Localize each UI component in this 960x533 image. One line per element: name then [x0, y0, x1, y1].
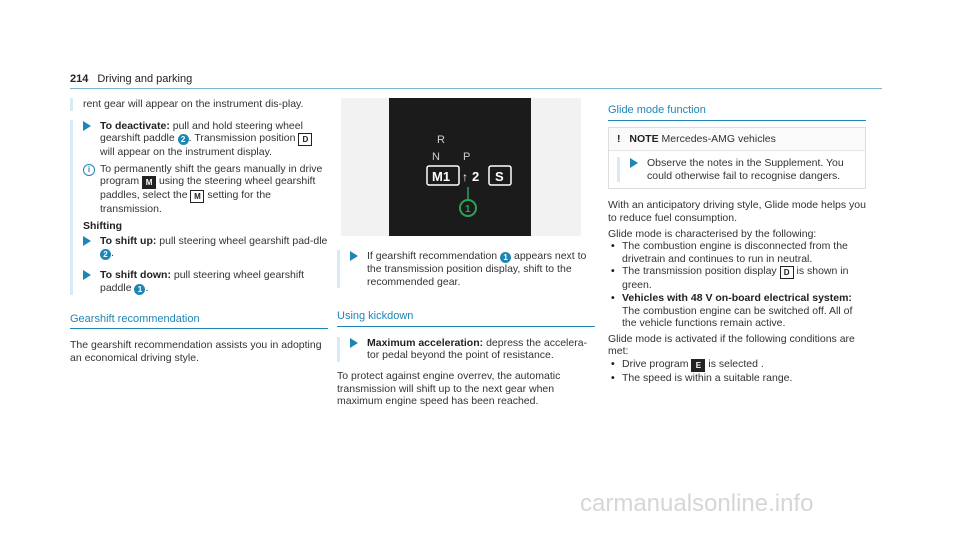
recommendation-block — [337, 250, 595, 288]
note-text: Observe the notes in the Supplement. You could otherwise fail to recognise dangers. — [647, 157, 844, 182]
position-d-symbol: D — [780, 266, 794, 279]
note-body — [609, 151, 865, 188]
shift-up-text: pull steering wheel gearshift pad-dle — [159, 234, 328, 247]
recommendation-step — [350, 250, 595, 288]
shift-down-step: To shift down: pull steering wheel gearshift paddle 1 . — [83, 269, 328, 295]
note-step — [630, 157, 857, 182]
drive-program-e-symbol: E — [691, 359, 705, 372]
display-mode: S — [495, 169, 504, 184]
page-header — [70, 73, 192, 86]
rec-text-b: appears next to the transmission position display, shift to the recommended gear. — [367, 250, 587, 288]
shift-up-step: To shift up: pull steering wheel gearshift pad-dle 2 . — [83, 235, 328, 261]
list-item — [608, 265, 866, 292]
rec-text-a: If gearshift recommendation — [367, 250, 498, 262]
deactivate-text-a: pull and hold steering wheel gearshift paddle — [100, 119, 303, 145]
bullet-1-text: The combustion engine is disconnected from the drivetrain and continues to run in neutral. — [622, 240, 848, 265]
max-accel-label: Maximum acceleration: — [367, 336, 484, 349]
intro-text: rent gear will appear on the instrument dis-play. — [83, 98, 304, 110]
shift-down-text: pull steering wheel gearshift paddle — [100, 269, 305, 294]
page-number: 214 — [70, 73, 89, 85]
section-title-gearshift: Gearshift recommendation — [70, 313, 328, 330]
bullet-4-text-b: is selected . — [708, 357, 764, 370]
deactivate-block — [70, 120, 328, 295]
callout-1-badge: 1 — [134, 284, 145, 295]
up-arrow-icon: ↑ — [462, 170, 468, 184]
display-panel — [389, 98, 531, 236]
glide-para-3: Glide mode is activated if the following conditions are met: — [608, 332, 855, 358]
note-header — [609, 128, 865, 152]
deactivate-text-b: Transmission position — [194, 132, 296, 145]
deactivate-label: To deactivate: — [100, 119, 170, 132]
display-n: N — [432, 151, 440, 163]
display-callout: 1 — [465, 204, 471, 215]
bullet-3-text: The combustion engine can be switched off. All of the vehicle functions remain active. — [622, 304, 853, 330]
shifting-heading: Shifting — [83, 219, 123, 232]
section-title-glide: Glide mode function — [608, 104, 866, 121]
chapter-title: Driving and parking — [97, 73, 193, 85]
step-arrow-icon — [350, 251, 358, 261]
drive-program-m-symbol: M — [142, 176, 156, 189]
display-p: P — [463, 151, 471, 163]
bullet-2-text-b: is shown in green. — [622, 265, 849, 292]
callout-2-badge: 2 — [178, 134, 189, 145]
perm-text-a: To permanently shift the gears manually in drive program — [100, 162, 323, 188]
perm-text-c: setting for the transmission. — [100, 189, 272, 216]
instrument-display-image — [341, 98, 581, 236]
callout-2-badge: 2 — [100, 249, 111, 260]
gearshift-text: The gearshift recommendation assists you in adopting an economical driving style. — [70, 339, 322, 364]
glide-para-1: With an anticipatory driving style, Glide mode helps you to reduce fuel consumption. — [608, 199, 866, 224]
display-next-gear: 2 — [472, 169, 480, 184]
column-right — [608, 98, 866, 385]
step-arrow-icon — [630, 158, 638, 168]
callout-1-badge: 1 — [500, 252, 511, 263]
position-d-symbol: D — [298, 133, 312, 146]
glide-characteristics-list — [608, 240, 866, 330]
max-accel-text: depress the accelera-tor pedal beyond the point of resistance. — [367, 336, 588, 362]
shift-down-label: To shift down: — [100, 269, 171, 282]
kickdown-block — [337, 337, 595, 362]
watermark: carmanualsonline.info — [580, 490, 814, 517]
display-gear: M1 — [432, 169, 451, 184]
info-icon: i — [83, 164, 95, 176]
bullet-2-text-a: The transmission position display — [622, 265, 777, 278]
perm-text-b: using the steering wheel gearshift paddles, select the — [100, 175, 316, 202]
deactivate-step: To deactivate: pull and hold steering wheel gearshift paddle 2 . Transmission position D will appear on the instrument display. — [83, 120, 328, 159]
list-item — [608, 358, 866, 372]
glide-conditions-list — [608, 358, 866, 385]
bullet-4-text-a: Drive program — [622, 357, 689, 370]
step-arrow-icon — [350, 338, 358, 348]
info-note — [83, 163, 328, 216]
list-item — [608, 372, 866, 385]
overrev-text: To protect against engine overrev, the automatic transmission will shift up to the next gear when maximum engine speed has been reached. — [337, 369, 561, 408]
column-middle — [337, 98, 595, 408]
continued-text-block — [70, 98, 328, 111]
display-graphic — [389, 98, 531, 236]
header-divider — [70, 88, 882, 89]
list-item — [608, 292, 866, 330]
bullet-3-label: Vehicles with 48 V on-board electrical system: — [622, 291, 852, 304]
display-r: R — [437, 134, 445, 146]
note-title: Mercedes-AMG vehicles — [661, 132, 776, 145]
shift-up-label: To shift up: — [100, 234, 157, 247]
column-left — [70, 98, 328, 365]
section-title-kickdown: Using kickdown — [337, 310, 595, 327]
glide-para-2: Glide mode is characterised by the following: — [608, 227, 817, 240]
note-label: NOTE — [629, 132, 659, 145]
step-arrow-icon — [83, 270, 91, 280]
kickdown-step — [350, 337, 595, 362]
deactivate-text-c: will appear on the instrument display. — [100, 146, 272, 159]
list-item — [608, 240, 866, 265]
note-inner — [617, 157, 857, 182]
note-box — [608, 127, 866, 190]
setting-m-symbol: M — [190, 190, 204, 203]
bullet-5-text: The speed is within a suitable range. — [622, 371, 793, 384]
step-arrow-icon — [83, 121, 91, 131]
step-arrow-icon — [83, 236, 91, 246]
warning-icon: ! — [617, 132, 621, 145]
